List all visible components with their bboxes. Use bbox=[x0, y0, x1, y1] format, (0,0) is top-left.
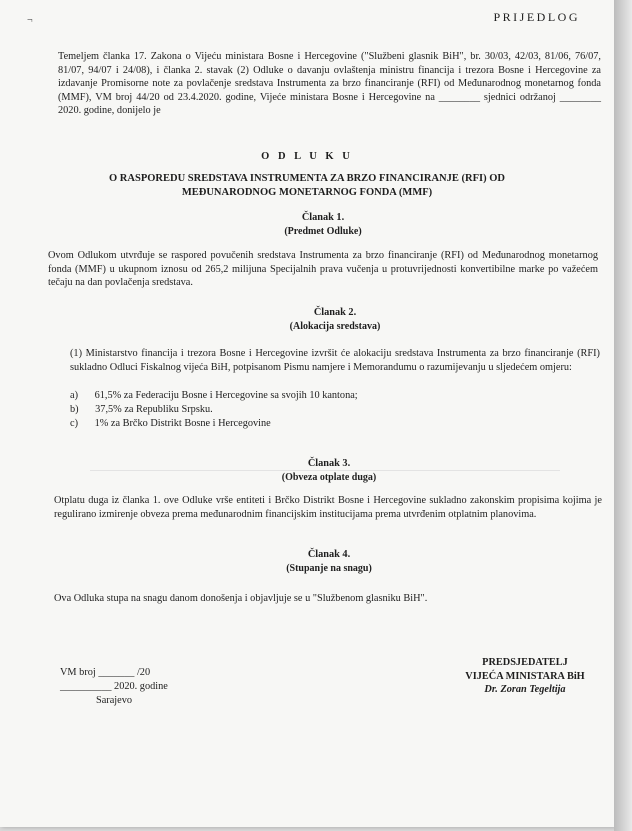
decision-heading: O D L U K U bbox=[261, 151, 353, 162]
preamble-paragraph: Temeljem članka 17. Zakona o Vijeću ministara Bosne i Hercegovine ("Službeni glasnik BiH", br. 30/03, 42/03, 81/06, 76/07, 81/07, 94/07 i 24/08), i članka 2. stavak (2) Odluke o davanju ovlaštenja ministru financija i trezora Bosne i Hercegovine za izdavanje Promisorne note za povlačenje sredstava Instrumenta za brzo financiranje (RFI) od Međunarodnog monetarnog fonda (MMF), VM broj 44/20 od 23.4.2020. godine, Vijeće ministara Bosne i Hercegovine na ________ sjednici održanoj ________ 2020. godine, donijelo je bbox=[58, 51, 601, 116]
draft-label: PRIJEDLOG bbox=[493, 10, 580, 24]
article-4-text: Ova Odluka stupa na snagu danom donošenja i objavljuje se u "Službenom glasniku BiH". bbox=[54, 593, 428, 604]
list-marker: a) bbox=[70, 390, 78, 401]
signatory-body: VIJEĆA MINISTARA BiH bbox=[465, 670, 585, 682]
article-3-subtitle: (Obveza otplate duga) bbox=[281, 472, 377, 483]
reference-place: Sarajevo bbox=[96, 695, 133, 706]
decision-title-line2: MEĐUNARODNOG MONETARNOG FONDA (MMF) bbox=[181, 187, 433, 198]
signatory-block bbox=[440, 656, 610, 697]
list-item-b bbox=[70, 403, 213, 417]
article-2-number: Članak 2. bbox=[313, 307, 357, 318]
list-item-text: 61,5% za Federaciju Bosne i Hercegovine sa svojih 10 kantona; bbox=[94, 390, 358, 401]
page-edge-shadow bbox=[614, 0, 632, 831]
list-marker: b) bbox=[70, 404, 79, 415]
article-1-subtitle: (Predmet Odluke) bbox=[284, 226, 362, 237]
list-item-a bbox=[70, 389, 358, 403]
article-4-number: Članak 4. bbox=[307, 549, 351, 560]
reference-number: VM broj _______ /20 bbox=[60, 667, 151, 678]
reference-date: __________ 2020. godine bbox=[60, 681, 168, 692]
article-2-paragraph: (1) Ministarstvo financija i trezora Bosne i Hercegovine izvršit će alokaciju sredstava Instrumenta za brzo financiranje (RFI) sukladno Odluci Fiskalnog vijeća BiH, potpisanom Pismu namjere i Memorandumu o razumijevanju u sljedećem omjeru: bbox=[70, 348, 600, 373]
article-1-text: Ovom Odlukom utvrđuje se raspored povučenih sredstava Instrumenta za brzo financiranje (RFI) od Međunarodnog monetarnog fonda (MMF) u ukupnom iznosu od 265,2 milijuna Specijalnih prava vučenja u protuvrijednosti konvertibilne marke po važećem tečaju na dan povlačenja sredstava. bbox=[48, 250, 598, 288]
list-item-c bbox=[70, 417, 271, 431]
list-marker: c) bbox=[70, 418, 78, 429]
decision-title-line1: O RASPOREDU SREDSTAVA INSTRUMENTA ZA BRZO FINANCIRANJE (RFI) OD bbox=[109, 173, 505, 184]
signatory-name: Dr. Zoran Tegeltija bbox=[484, 684, 566, 695]
signatory-title: PREDSJEDATELJ bbox=[482, 657, 568, 668]
article-1-number: Članak 1. bbox=[301, 212, 345, 223]
list-item-text: 1% za Brčko Distrikt Bosne i Hercegovine bbox=[94, 418, 271, 429]
article-4-subtitle: (Stupanje na snagu) bbox=[286, 563, 372, 574]
article-3-number: Članak 3. bbox=[307, 458, 351, 469]
article-2-subtitle: (Alokacija sredstava) bbox=[289, 321, 381, 332]
corner-mark: ¬ bbox=[27, 15, 33, 26]
list-item-text: 37,5% za Republiku Srpsku. bbox=[95, 404, 213, 415]
article-3-text: Otplatu duga iz članka 1. ove Odluke vrše entiteti i Brčko Distrikt Bosne i Hercegovine sukladno zakonskim propisima kojima je regulirano izmirenje obveza prema međunarodnim financijskim institucijama prema utvrđenim otplatnim planovima. bbox=[54, 495, 602, 520]
